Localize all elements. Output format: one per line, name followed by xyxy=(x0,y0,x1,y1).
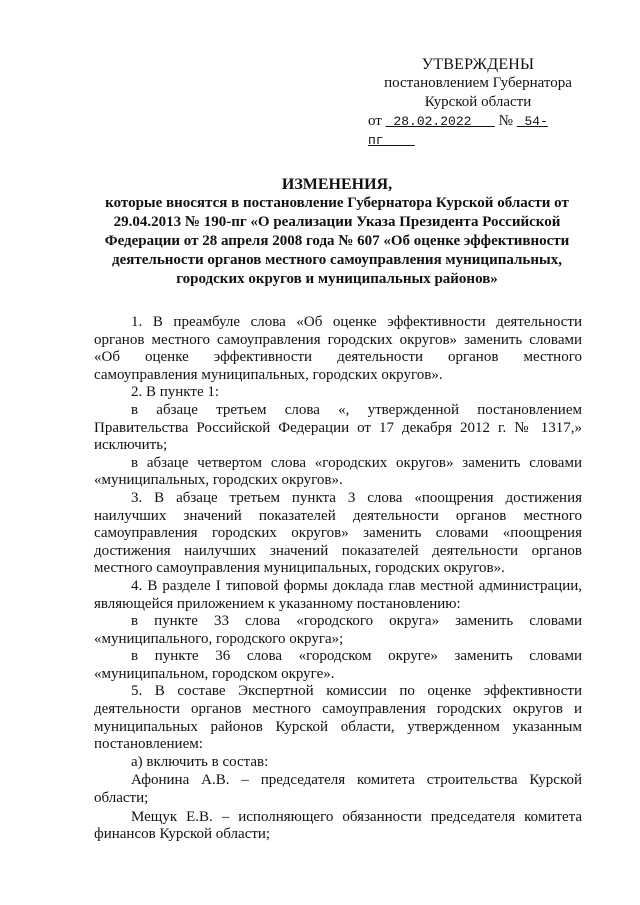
document-title xyxy=(92,175,582,289)
paragraph-5-a: а) включить в состав: xyxy=(131,753,269,770)
paragraph-4-a: в пункте 33 слова «городского округа» заменить словами «муниципального, городского округа»; xyxy=(94,613,582,647)
date-value: 28.02.2022 xyxy=(393,114,472,129)
title-main: ИЗМЕНЕНИЯ, xyxy=(281,176,393,193)
paragraph-3: 3. В абзаце третьем пункта 3 слова «поощрения достижения наилучших значений показателей деятельности органов местного самоуправления городских округов» заменить словами «поощрения достижения наилучших значений показателей деятельности органов местного самоуправления муниципальных, городских округов». xyxy=(94,489,582,577)
approval-line-1: постановлением Губернатора xyxy=(384,75,572,91)
number-prefix: № xyxy=(498,113,513,129)
approval-line-2: Курской области xyxy=(424,94,532,110)
paragraph-2: 2. В пункте 1: xyxy=(131,384,220,401)
title-subtitle: которые вносятся в постановление Губернатора Курской области от 29.04.2013 № 190-пг «О реализации Указа Президента Российской Федерации от 28 апреля 2008 года № 607 «Об оценке эффективности деятельности органов местного самоуправления муниципальных, городских округов и муниципальных районов» xyxy=(104,195,570,287)
paragraph-2-b: в абзаце четвертом слова «городских округов» заменить словами «муниципальных, городских округов». xyxy=(94,454,582,489)
approval-stamp xyxy=(368,55,588,150)
paragraph-4-b: в пункте 36 слова «городском округе» заменить словами «муниципальном, городском округе». xyxy=(94,648,582,682)
paragraph-1: 1. В преамбуле слова «Об оценке эффективности деятельности органов местного самоуправления городских округов» заменить словами «Об оценке эффективности деятельности органов местного самоуправления муниципальных, городских округов». xyxy=(94,314,582,383)
paragraph-4: 4. В разделе I типовой формы доклада глав местной администрации, являющейся приложением к указанному постановлению: xyxy=(94,577,582,612)
approval-heading: УТВЕРЖДЕНЫ xyxy=(421,56,535,73)
paragraph-5-a-2: Мещук Е.В. – исполняющего обязанности председателя комитета финансов Курской области; xyxy=(94,808,582,843)
approval-date-line xyxy=(368,112,588,150)
paragraph-5-a-1: Афонина А.В. – председателя комитета строительства Курской области; xyxy=(94,772,582,807)
document-body xyxy=(94,314,582,844)
paragraph-5: 5. В составе Экспертной комиссии по оценке эффективности деятельности органов местного самоуправления городских округов и муниципальных районов Курской области, утвержденном указанным постановлением: xyxy=(94,683,582,753)
number-value: 54-пг xyxy=(368,114,548,148)
date-prefix: от xyxy=(368,113,382,129)
paragraph-2-a: в абзаце третьем слова «, утвержденной постановлением Правительства Российской Федерации от 17 декабря 2012 г. № 1317,» исключить; xyxy=(94,401,582,454)
